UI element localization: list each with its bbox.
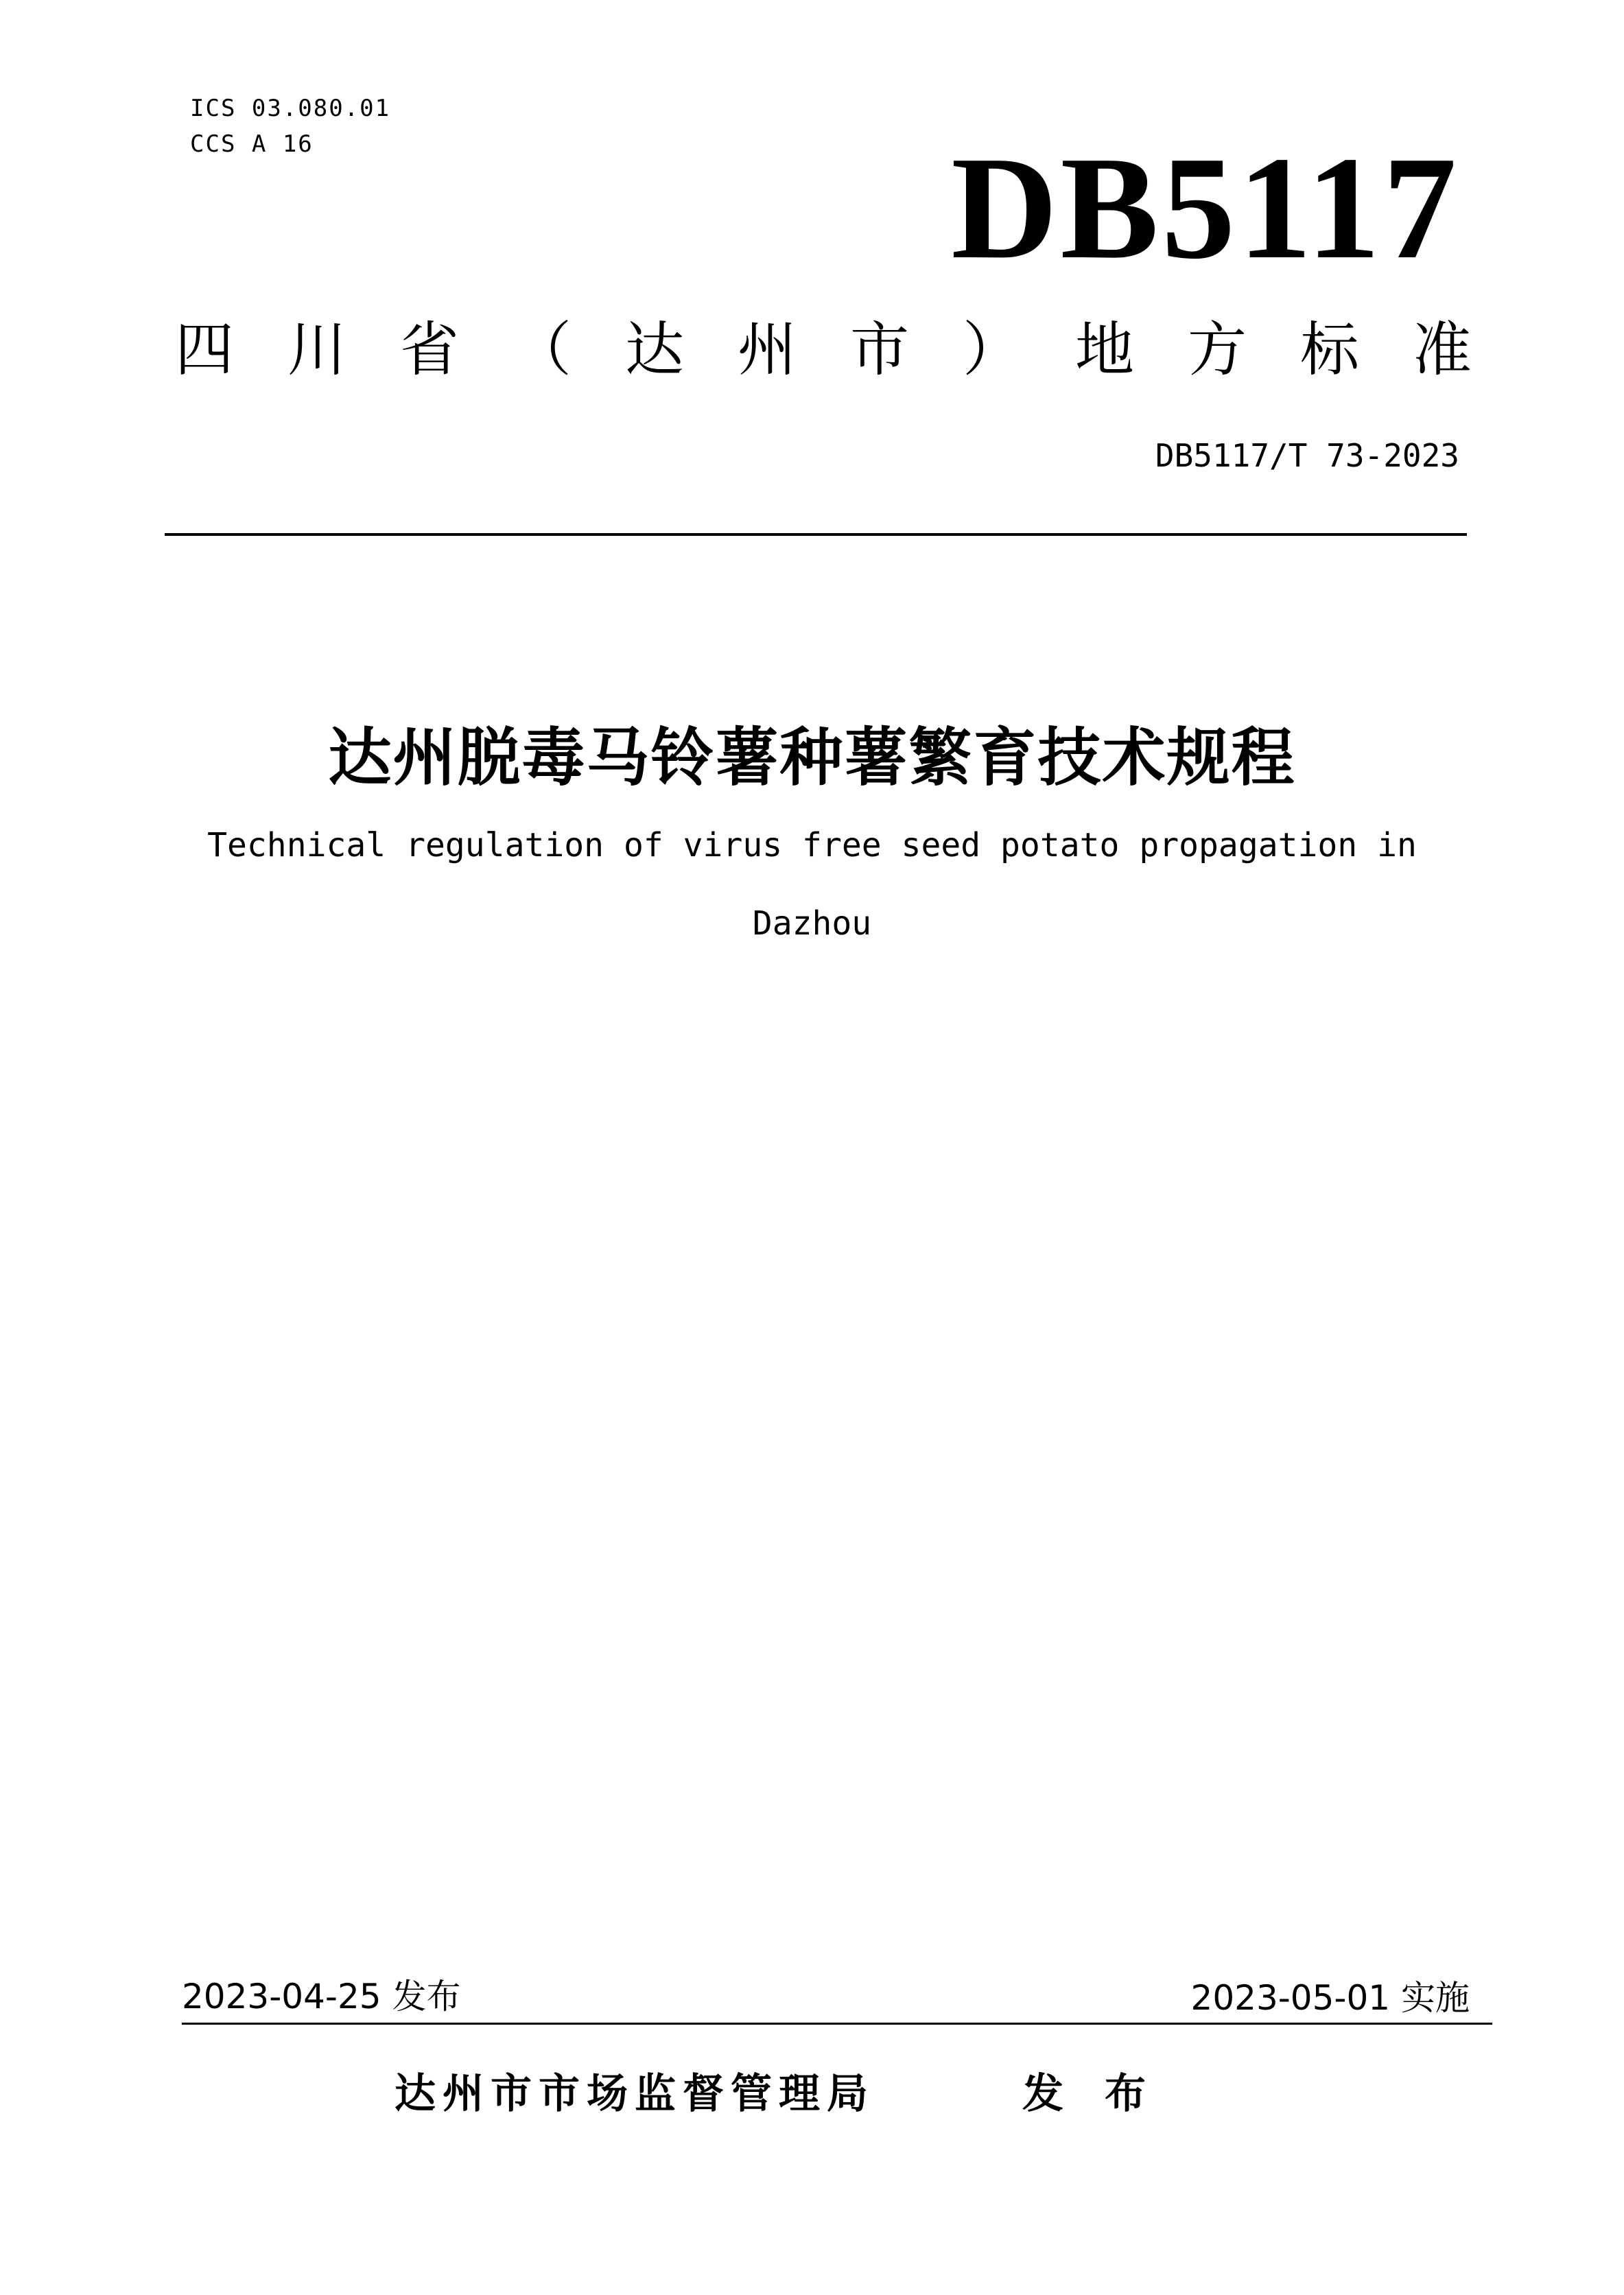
standard-type-char: 四 — [175, 316, 234, 384]
standard-type-char: 省 — [400, 316, 459, 384]
standard-type-char: ） — [963, 316, 1022, 384]
publish-label: 发布 — [1022, 2070, 1187, 2118]
ccs-code: CCS A 16 — [190, 130, 314, 158]
issue-date: 2023-04-25 发布 — [182, 1977, 461, 2016]
standard-type-char: 地 — [1075, 316, 1134, 384]
implementation-date: 2023-05-01 实施 — [1190, 1978, 1470, 2018]
standard-type-char: 市 — [850, 316, 909, 384]
footer-divider — [182, 2023, 1492, 2025]
standard-number: DB5117/T 73-2023 — [1155, 437, 1459, 474]
document-title-chinese: 达州脱毒马铃薯种薯繁育技术规程 — [328, 721, 1296, 795]
ics-code: ICS 03.080.01 — [190, 95, 391, 122]
publisher-name: 达州市市场监督管理局 — [395, 2070, 875, 2118]
standard-type — [175, 312, 1472, 388]
standard-type-char: 标 — [1300, 316, 1359, 384]
standard-type-char: 州 — [738, 316, 797, 384]
standard-type-char: （ — [513, 316, 572, 384]
db-code-logo: DB5117 — [951, 126, 1459, 290]
standard-type-char: 准 — [1413, 316, 1472, 384]
standard-type-char: 方 — [1188, 316, 1247, 384]
standard-type-char: 达 — [625, 316, 684, 384]
document-title-english-line2: Dazhou — [752, 904, 872, 943]
standard-type-char: 川 — [287, 316, 346, 384]
document-title-english-line1: Technical regulation of virus free seed potato propagation in — [207, 826, 1417, 864]
header-divider — [165, 533, 1467, 536]
